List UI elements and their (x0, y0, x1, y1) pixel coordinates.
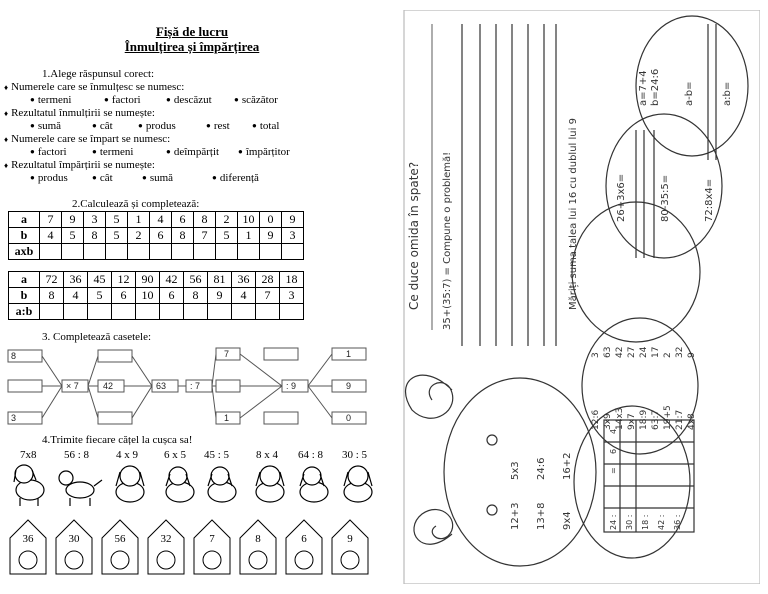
grid-label: 4 (609, 428, 618, 434)
task-3-answer: 3 (591, 352, 601, 358)
grid-label: 36 : (673, 514, 682, 530)
house-number: 30 (68, 533, 80, 545)
exercise-label: 56 : 8 (64, 449, 90, 461)
table-cell: 81 (208, 272, 232, 288)
table-cell: 8 (184, 288, 208, 304)
dog-icon[interactable] (256, 466, 284, 502)
task-3-answer: 17 (651, 346, 661, 358)
question-3: ♦ Numerele care se împart se numesc: (4, 133, 170, 146)
table-cell: 6 (172, 212, 194, 228)
exercise-label: 4 x 9 (116, 449, 138, 461)
answer-cell[interactable] (112, 304, 136, 320)
table-cell: 3 (282, 228, 304, 244)
answer-cell[interactable] (88, 304, 112, 320)
doghouses-row (8, 518, 380, 578)
house-number: 32 (160, 533, 172, 545)
table-cell: 6 (112, 288, 136, 304)
answer-box[interactable] (98, 350, 132, 362)
table-cell: 1 (238, 228, 260, 244)
task-6-item: a:b= (722, 81, 733, 106)
row-label: a (9, 212, 40, 228)
doghouse-icon[interactable] (194, 520, 230, 574)
grid-label: 30 : (625, 514, 634, 530)
task-3-item: 3x9 (603, 413, 613, 430)
table-cell: 1 (128, 212, 150, 228)
option[interactable]: ● cât (92, 172, 113, 184)
table-row (9, 212, 304, 228)
dog-icon[interactable] (59, 471, 102, 506)
exercise-label: 64 : 8 (298, 449, 324, 461)
dog-icon[interactable] (166, 467, 194, 502)
table-cell: 3 (84, 212, 106, 228)
segment-3 (582, 318, 698, 454)
answer-cell[interactable] (184, 304, 208, 320)
question-2: ♦ Rezultatul înmulțirii se numește: (4, 107, 155, 120)
task-3-answer: 32 (675, 346, 685, 358)
table-cell: 4 (40, 228, 62, 244)
table-cell: 12 (112, 272, 136, 288)
dog-icon[interactable] (208, 467, 236, 502)
doghouse-icon[interactable] (10, 520, 46, 574)
table-cell: 0 (260, 212, 282, 228)
answer-cell[interactable] (194, 244, 216, 260)
answer-cell[interactable] (106, 244, 128, 260)
task-2-item: 24:6 (536, 457, 547, 480)
option[interactable]: ● scăzător (234, 94, 278, 106)
table-cell: 8 (172, 228, 194, 244)
grid-label: 6 (609, 448, 618, 454)
answer-cell[interactable] (256, 304, 280, 320)
answer-cell[interactable] (128, 244, 150, 260)
chain-value: 3 (11, 413, 17, 423)
dog-icon[interactable] (300, 467, 328, 502)
table-cell: 3 (280, 288, 304, 304)
table-cell: 10 (238, 212, 260, 228)
dog-icon[interactable] (116, 466, 144, 502)
grid-label: 18 : (641, 514, 650, 530)
answer-cell[interactable] (232, 304, 256, 320)
table-cell: 7 (256, 288, 280, 304)
answer-cell[interactable] (260, 244, 282, 260)
answer-cell[interactable] (282, 244, 304, 260)
house-number: 7 (209, 533, 215, 545)
task-3-item: 14x3 (615, 407, 625, 430)
chain-value: 8 (11, 351, 17, 361)
answer-cell[interactable] (150, 244, 172, 260)
doghouse-icon[interactable] (332, 520, 368, 574)
option[interactable]: ● descăzut (166, 94, 212, 106)
answer-box[interactable] (264, 348, 298, 360)
table-cell: 28 (256, 272, 280, 288)
table-cell: 5 (106, 212, 128, 228)
option[interactable]: ● cât (92, 120, 113, 132)
option[interactable]: ● factori (104, 94, 141, 106)
task-3-item: 63:7 (651, 409, 661, 430)
table-row (9, 228, 304, 244)
table-cell: 9 (282, 212, 304, 228)
chain-value: 7 (224, 349, 230, 359)
table-cell: 9 (208, 288, 232, 304)
table-cell: 42 (160, 272, 184, 288)
answer-cell[interactable] (172, 244, 194, 260)
dog-icon[interactable] (344, 466, 372, 502)
exercise-label: 7x8 (20, 449, 37, 461)
worksheet-subtitle: Înmulțirea și împărțirea (124, 39, 260, 54)
task-3-item: 18:9 (639, 409, 649, 430)
answer-cell[interactable] (64, 304, 88, 320)
table-cell: 72 (40, 272, 64, 288)
ex2-heading: 2.Calculează și completează: (72, 198, 200, 210)
task-6-item: b=24:6 (650, 68, 661, 106)
answer-box[interactable] (98, 412, 132, 424)
table-cell: 8 (40, 288, 64, 304)
dog-icon[interactable] (14, 465, 44, 506)
house-number: 6 (301, 533, 307, 545)
question-4: ♦ Rezultatul împărțirii se numește: (4, 159, 155, 172)
table-row (9, 288, 304, 304)
option[interactable]: ● diferență (212, 172, 259, 184)
question-1: ♦ Numerele care se înmulțesc se numesc: (4, 81, 184, 94)
op-label: 63 (156, 381, 167, 391)
answer-cell[interactable] (238, 244, 260, 260)
table-row (9, 244, 304, 260)
option[interactable]: ● produs (30, 172, 68, 184)
doghouse-icon[interactable] (102, 520, 138, 574)
table-cell: 4 (64, 288, 88, 304)
caterpillar-worksheet (392, 10, 760, 584)
table-row (9, 272, 304, 288)
table-cell: 10 (136, 288, 160, 304)
chain-value: 9 (346, 381, 352, 391)
row-label: a (9, 272, 40, 288)
task-6-item: a=7+4 (638, 70, 649, 106)
operation-chain-diagram (6, 344, 378, 430)
task-3-answer: 42 (615, 346, 625, 358)
table-cell: 90 (136, 272, 160, 288)
answer-cell[interactable] (136, 304, 160, 320)
exercise-label: 30 : 5 (342, 449, 368, 461)
task-3-item: 9x7 (627, 413, 637, 430)
ex4-heading: 4.Trimite fiecare cățel la cușca sa! (42, 434, 193, 446)
table-cell: 5 (88, 288, 112, 304)
task-3-item: 4x8 (687, 413, 697, 430)
option[interactable]: ● total (252, 120, 279, 132)
page-border (404, 10, 760, 584)
row-label: axb (9, 244, 40, 260)
task-2-item: 16+2 (562, 452, 573, 480)
task-2-item: 13+8 (536, 502, 547, 530)
table-cell: 5 (216, 228, 238, 244)
table-cell: 18 (280, 272, 304, 288)
task-3-answer: 2 (663, 352, 673, 358)
table-cell: 36 (232, 272, 256, 288)
doghouse-icon[interactable] (56, 520, 92, 574)
house-number: 56 (114, 533, 126, 545)
task-3-item: 21:7 (675, 409, 685, 430)
antenna-spiral (414, 510, 453, 545)
table-cell: 9 (260, 228, 282, 244)
table-cell: 8 (84, 228, 106, 244)
answer-cell[interactable] (40, 244, 62, 260)
chain-value: 1 (224, 413, 230, 423)
answer-cell[interactable] (216, 244, 238, 260)
task-3-item: 19+5 (663, 405, 673, 430)
task-3-item: 12:6 (591, 409, 601, 430)
answer-box[interactable] (216, 380, 240, 392)
doghouse-icon[interactable] (286, 520, 322, 574)
chain-value: 0 (346, 413, 352, 423)
table-cell: 7 (40, 212, 62, 228)
ex1-heading: 1.Alege răspunsul corect: (42, 68, 155, 80)
grid-label: = (609, 467, 618, 474)
task-5-item: 26+3x6= (616, 173, 627, 222)
eye-icon (487, 505, 497, 515)
op-label: : 7 (190, 381, 201, 391)
answer-cell[interactable] (280, 304, 304, 320)
table-cell: 8 (194, 212, 216, 228)
task-5-item: 72:8x4= (704, 178, 715, 222)
option[interactable]: ● împărțitor (238, 146, 290, 158)
table-cell: 6 (150, 228, 172, 244)
antenna-spiral (406, 375, 453, 418)
table-cell: 5 (106, 228, 128, 244)
multiplication-table (8, 211, 304, 260)
house-number: 36 (22, 533, 34, 545)
task-3-answer: 27 (627, 346, 637, 358)
table-row (9, 304, 304, 320)
ex3-heading: 3. Completează casetele: (42, 331, 152, 343)
answer-box[interactable] (264, 412, 298, 424)
task-5-item: 80-35:5= (660, 174, 671, 222)
answer-cell[interactable] (160, 304, 184, 320)
task-2-item: 12+3 (510, 502, 521, 530)
exercise-label: 45 : 5 (204, 449, 230, 461)
answer-cell[interactable] (208, 304, 232, 320)
grid-label: 42 : (657, 514, 666, 530)
house-number: 8 (255, 533, 261, 545)
op-label: × 7 (66, 381, 79, 391)
answer-cell[interactable] (84, 244, 106, 260)
row-label: b (9, 228, 40, 244)
op-label: : 9 (286, 381, 297, 391)
table-cell: 56 (184, 272, 208, 288)
task-4: Măriți suma talea lui 16 cu dublul lui 9 (568, 118, 579, 310)
grid-label: 24 : (609, 514, 618, 530)
task-1: 35+(35:7) = Compune o problemă! (442, 151, 453, 330)
answer-cell[interactable] (62, 244, 84, 260)
table-cell: 2 (216, 212, 238, 228)
row-label: b (9, 288, 40, 304)
eye-icon (487, 435, 497, 445)
chain-value: 1 (346, 349, 352, 359)
option[interactable]: ● rest (206, 120, 230, 132)
table-cell: 4 (150, 212, 172, 228)
house-number: 9 (347, 533, 353, 545)
table-cell: 6 (160, 288, 184, 304)
task-2-item: 9x4 (562, 511, 573, 530)
task-3-answer: 9 (687, 352, 697, 358)
table-cell: 2 (128, 228, 150, 244)
answer-cell[interactable] (40, 304, 64, 320)
table-cell: 45 (88, 272, 112, 288)
input-box[interactable] (8, 380, 42, 392)
option[interactable]: ● sumă (142, 172, 173, 184)
option[interactable]: ● termeni (92, 146, 133, 158)
table-cell: 5 (62, 228, 84, 244)
option[interactable]: ● produs (138, 120, 176, 132)
task-2-item: 5x3 (510, 461, 521, 480)
division-table (8, 271, 304, 320)
option[interactable]: ● sumă (30, 120, 61, 132)
option[interactable]: ● deîmpărțit (166, 146, 219, 158)
table-cell: 4 (232, 288, 256, 304)
doghouse-icon[interactable] (148, 520, 184, 574)
table-cell: 7 (194, 228, 216, 244)
exercise-label: 6 x 5 (164, 449, 186, 461)
op-label: 42 (103, 381, 114, 391)
task-3-answer: 63 (603, 346, 613, 358)
option[interactable]: ● termeni (30, 94, 71, 106)
table-cell: 9 (62, 212, 84, 228)
option[interactable]: ● factori (30, 146, 67, 158)
doghouse-icon[interactable] (240, 520, 276, 574)
table-cell: 36 (64, 272, 88, 288)
dogs-row (8, 446, 380, 516)
worksheet-title: Fișă de lucru (155, 24, 229, 39)
task-3-answer: 24 (639, 346, 649, 358)
right-title: Ce duce omida în spate? (407, 161, 421, 310)
exercise-label: 8 x 4 (256, 449, 278, 461)
task-6-item: a-b= (684, 81, 695, 106)
row-label: a:b (9, 304, 40, 320)
